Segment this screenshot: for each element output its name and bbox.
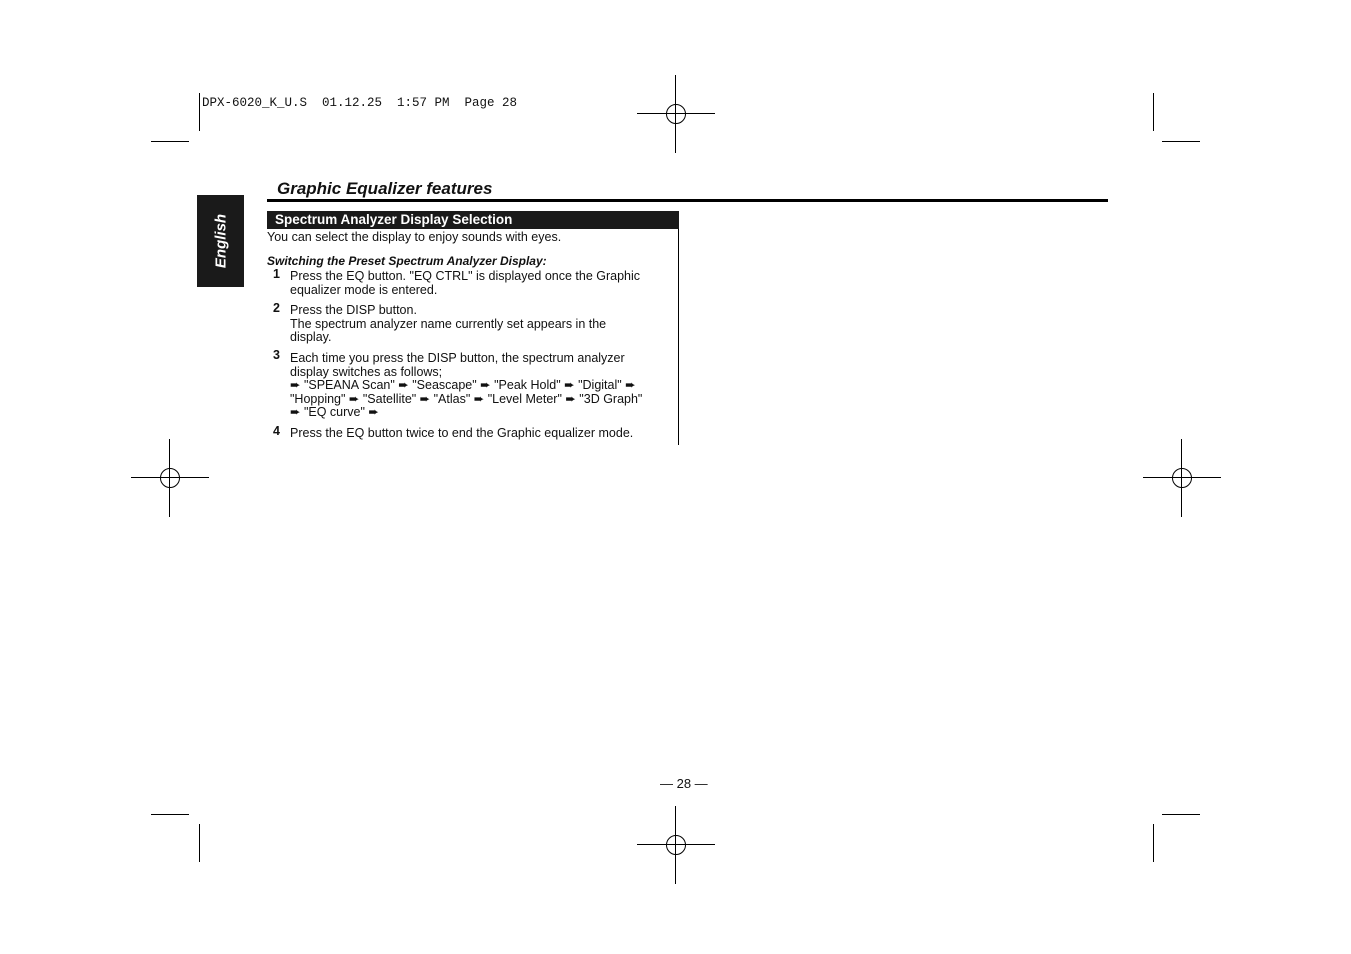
step-line: Press the EQ button twice to end the Graphic equalizer mode.: [290, 426, 634, 440]
crop-mark-bottom-left-horizontal: [151, 814, 189, 815]
language-tab-label: English: [212, 213, 229, 269]
step-line: The spectrum analyzer name currently set appears in the: [290, 316, 607, 331]
step-line: equalizer mode is entered.: [290, 282, 438, 297]
page-number: — 28 —: [660, 776, 708, 791]
crop-mark-bottom-right-vertical: [1153, 824, 1154, 862]
registration-mark-right: [1143, 439, 1221, 517]
step-text: [290, 270, 640, 297]
step-number: 2: [273, 301, 280, 315]
step-line: ➨ "EQ curve" ➨: [290, 405, 379, 419]
step-line: Each time you press the DISP button, the spectrum analyzer: [290, 351, 625, 365]
step-line: display switches as follows;: [290, 364, 443, 379]
step-line: display.: [290, 330, 332, 344]
step-text: [290, 352, 642, 420]
column-divider: [678, 229, 679, 445]
registration-mark-bottom: [637, 806, 715, 884]
registration-mark-top: [637, 75, 715, 153]
crop-mark-bottom-left-vertical: [199, 824, 200, 862]
crop-mark-top-right-horizontal: [1162, 141, 1200, 142]
registration-mark-left: [131, 439, 209, 517]
crop-mark-top-left-horizontal: [151, 141, 189, 142]
step-text: [290, 304, 606, 345]
crop-mark-top-right-vertical: [1153, 93, 1154, 131]
step-line: ➨ "SPEANA Scan" ➨ "Seascape" ➨ "Peak Hold" ➨ "Digital" ➨: [290, 378, 636, 392]
step-number: 1: [273, 267, 280, 281]
print-slug-line: DPX-6020_K_U.S 01.12.25 1:57 PM Page 28: [202, 96, 518, 110]
section-title-rule: [267, 199, 1108, 202]
crop-mark-bottom-right-horizontal: [1162, 814, 1200, 815]
section-title: Graphic Equalizer features: [277, 179, 493, 198]
subheading-bar: Spectrum Analyzer Display Selection: [267, 211, 679, 229]
crop-mark-top-left-vertical: [199, 93, 200, 131]
step-number: 4: [273, 424, 280, 438]
language-tab: [197, 195, 244, 287]
step-line: Press the DISP button.: [290, 303, 417, 317]
step-line: Press the EQ button. "EQ CTRL" is displayed once the Graphic: [290, 269, 641, 283]
intro-text: You can select the display to enjoy sounds with eyes.: [267, 230, 562, 244]
step-number: 3: [273, 348, 280, 362]
procedure-heading: Switching the Preset Spectrum Analyzer Display:: [267, 254, 547, 268]
step-text: [290, 427, 633, 441]
step-line: "Hopping" ➨ "Satellite" ➨ "Atlas" ➨ "Level Meter" ➨ "3D Graph": [290, 391, 643, 406]
